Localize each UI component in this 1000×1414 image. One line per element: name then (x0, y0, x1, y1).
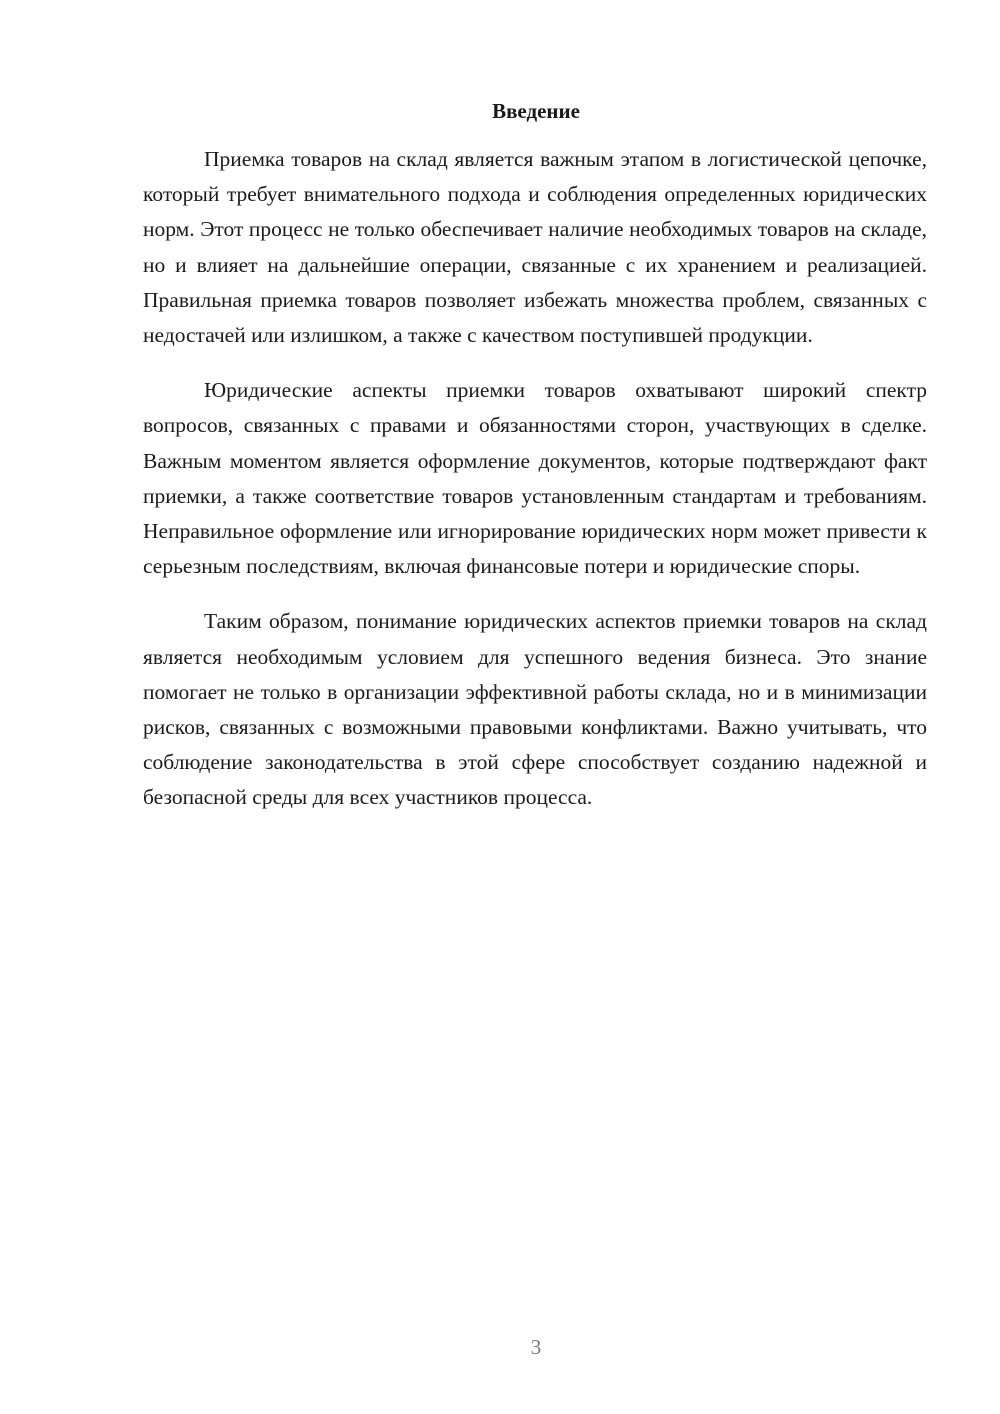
paragraph-1: Приемка товаров на склад является важным этапом в логистической цепочке, который требует внимательного подхода и соблюдения определенных юридических норм. Этот процесс не только обеспечивает наличие необходимых товаров на складе, но и влияет на дальнейшие операции, связанные с их хранением и реализацией. Правильная приемка товаров позволяет избежать множества проблем, связанных с недостачей или излишком, а также с качеством поступившей продукции. (143, 147, 927, 348)
page-number: 3 (530, 1335, 542, 1359)
paragraph-2: Юридические аспекты приемки товаров охватывают широкий спектр вопросов, связанных с правами и обязанностями сторон, участвующих в сделке. Важным моментом является оформление документов, которые подтверждают факт приемки, а также соответствие товаров установленным стандартам и требованиям. Неправильное оформление или игнорирование юридических норм может привести к серьезным последствиям, включая финансовые потери и юридические споры. (143, 378, 927, 579)
body-text (143, 142, 927, 836)
paragraph-3: Таким образом, понимание юридических аспектов приемки товаров на склад является необходимым условием для успешного ведения бизнеса. Это знание помогает не только в организации эффективной работы склада, но и в минимизации рисков, связанных с возможными правовыми конфликтами. Важно учитывать, что соблюдение законодательства в этой сфере способствует созданию надежной и безопасной среды для всех участников процесса. (143, 609, 927, 810)
section-heading: Введение (492, 99, 580, 123)
